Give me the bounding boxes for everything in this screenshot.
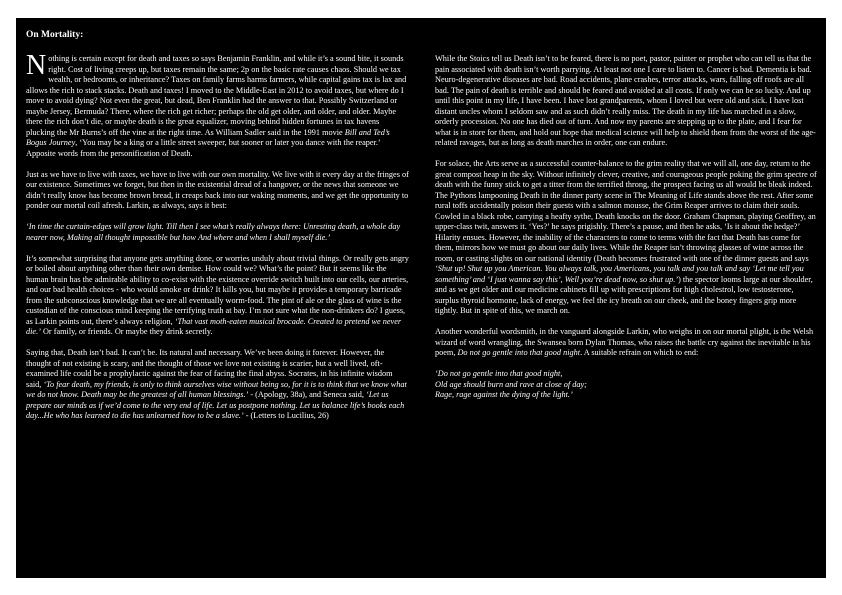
paragraph-intro: Nothing is certain except for death and taxes so says Benjamin Franklin, and while it’s a sound bite, it sounds right. Cost of living creeps up, but taxes remain the same; 2p on the basic rate causes chaos. Should we tax wealth, or bedrooms, or inheritance? Taxes on family farms harms farmers, while capital gains tax is lax and allows the rich to stack stacks. Death and taxes! I moved to the Middle-East in 2012 to avoid taxes, but where do I move to avoid dying? Not even the great, but dead, Ben Franklin had the answer to that. Possibly Switzerland or maybe Jersey, Bermuda? There, where the rich get richer; perhaps the old get older, and older, and older. Maybe there the rich don’t die, or maybe death is the great equalizer, moving behind hidden fortunes in tax havens plucking the Mr Burns’s off the vine at the right time. As William Sadler said in the 1991 movie Bill and Ted’s Bogus Journey, ‘You may be a king or a little street sweeper, but sooner or later you dance with the reaper.’ Apposite words from the personification of Death.: [26, 50, 407, 158]
quote-line-3: Rage, rage against the dying of the light.’: [435, 390, 573, 399]
article-page: [16, 18, 826, 578]
paragraph-stoics: While the Stoics tell us Death isn’t to be feared, there is no poet, pastor, painter or prophet who can tell us that the pain associated with death isn’t worth parrying. At least not one I care to listen to. Cancer is bad. Dementia is bad. Neuro-degenerative diseases are bad. Road accidents, plane crashes, terror attacks, wars, falling off roofs are all bad. The pain of death is terrible and should be feared and avoided at all costs. If only we can be so lucky. And up until this point in my life, I have been. I have lost grandparents, whom I loved but were old and sick. I have lost distant uncles whom I seldom saw and as such didn’t really miss. The death in my life has marched in a slow, orderly procession. No one has died out of turn. And now my parents are stepping up to the plate, and I fear for what is in store for them, and hold out hope that medical science will help to shield them from the worst of the age-related ravages, but as long as death marches in order, one can endure.: [435, 54, 816, 147]
dylan-thomas-quote: [435, 369, 818, 401]
paragraph-arts: For solace, the Arts serve as a successful counter-balance to the grim reality that we will all, one day, return to the great compost heap in the sky. Without infinitely clever, creative, and courageous people poking the grim spectre of death with the funny stick to get a titter from the terrified throng, the prospect facing us all would be bleak indeed. The Pythons lampooning Death in the dinner party scene in The Meaning of Life stands above the rest. After some rural toffs accidentally poison their guests with a salmon mousse, the Grim Reaper arrives to claim their souls. Cowled in a black robe, carrying a heafty sythe, Death knocks on the door. Graham Chapman, playing Geoffrey, an upper-class twit, answers it. ‘Yes?’ he says prigishly. There’s a pause, and then he asks, ‘Is it about the hedge?’ Hilarity ensues. However, the inability of the characters to come to terms with the fact that Death has come for them, mirrors how we must go about our daily lives. While the Reaper isn’t throwing glasses of wine across the room, or casting slights on our national identity (Death becomes frustrated with one of the dinner guests and says ‘Shut up! Shut up you American. You always talk, you Americans, you talk and you talk and say ‘Let me tell you something’ and ‘I just wanna say this’, Well you’re dead now, so shut up.’) the spector looms large at our shoulder, and as we get older and our medicine cabinets fill up with prescriptions for high cholestrol, low testosterone, surplus thyroid hormone, lack of energy, we feel the icy breath on our cheek, and the boney fingers grip more tightly. But in spite of this, we march on.: [435, 159, 817, 315]
article-title: On Mortality:: [26, 30, 84, 40]
poem-title: Do not go gentle into that good night: [457, 348, 581, 357]
paragraph-dylan-thomas: Another wonderful wordsmith, in the vanguard alongside Larkin, who weighs in on our mortal plight, is the Welsh wizard of word wrangling, the Swansea born Dylan Thomas, who raises the battle cry against the inevitable in his poem, Do not go gentle into that good night. A suitable refrain on which to end:: [435, 327, 814, 357]
larkin-religion-quote: ‘That vast moth-eaten musical brocade. Created to pretend we never die.’: [26, 316, 402, 336]
paragraph-mortality: Just as we have to live with taxes, we have to live with our own mortality. We live with it every day at the fringes of our existence. Sometimes we forget, but then in the existential dread of a hangover, or the news that someone we didn’t really know has become brown bread, it creaps back into our waking moments, and we get the opportunity to ponder our mortal coil afresh. Larkin, as always, says it best:: [26, 169, 409, 210]
film-title: Bill and Ted’s Bogus Journey: [26, 127, 390, 147]
quote-line-2: Old age should burn and rave at close of day;: [435, 379, 587, 389]
drop-cap: N: [26, 50, 47, 81]
reaper-quote: ‘Shut up! Shut up you American. You always talk, you Americans, you talk and you talk and say ‘Let me tell you something’ and ‘I just wanna say this’, Well you’re dead now, so shut up.’: [435, 264, 804, 284]
quote-line-1: ‘Do not go gentle into that good night,: [435, 369, 563, 378]
larkin-quote: ‘In time the curtain-edges will grow light. Till then I see what’s really always there: Unresting death, a whole day nearer now, Making all thought impossible but how And where and when I shall myself die.’: [26, 222, 401, 242]
paragraph-brain: It’s somewhat surprising that anyone gets anything done, or worries unduly about trivial things. Or really gets angry or boiled about anything other than their own demise. How could we? What’s the point? But it seems like the human brain has the admirable ability to co-exist with the existence override switch built into our cells, our arteries, and our bad health choices - who would smoke or drink? It kills you, but maybe it provides a temporary barricade from the subconscious knowledge that we are all eventually worm-food. The pint of ale or the glass of wine is the custodian of the conscious mind keeping the terrifying truth at bay. I’m not sure what the non-drinkers do? I guess, as Larkin points out, there’s always religion, ‘That vast moth-eaten musical brocade. Created to pretend we never die.’ Or family, or friends. Or maybe they drink secretly.: [26, 253, 409, 336]
left-column: [26, 30, 409, 432]
seneca-quote: ‘Let us prepare our minds as if we’d come to the very end of life. Let us postpone nothing. Let us balance life’s books each day...He who has learned to die has unlearned how to be a slave.’: [26, 390, 405, 420]
right-column: [435, 54, 818, 411]
paragraph-socrates: Saying that, Death isn’t bad. It can’t be. Its natural and necessary. We’ve been doing it forever. However, the thought of not existing is scary, and the thought of those we love not existing is scarier, but a well lived, oft-examined life could be a prophylactic against the fear of facing the final abyss. Socrates, in his infinite wisdom said, ‘To fear death, my friends, is only to think ourselves wise without being so, for it is to think that we know what we do not know. Death may be the greatest of all human blessings.’ - (Apology, 38a), and Seneca said, ‘Let us prepare our minds as if we’d come to the very end of life. Let us postpone nothing. Let us balance life’s books each day...He who has learned to die has unlearned how to be a slave.’ - (Letters to Lucilius, 26): [26, 348, 407, 420]
socrates-quote: ‘To fear death, my friends, is only to think ourselves wise without being so, for it is to think that we know what we do not know. Death may be the greatest of all human blessings.’: [26, 379, 407, 399]
